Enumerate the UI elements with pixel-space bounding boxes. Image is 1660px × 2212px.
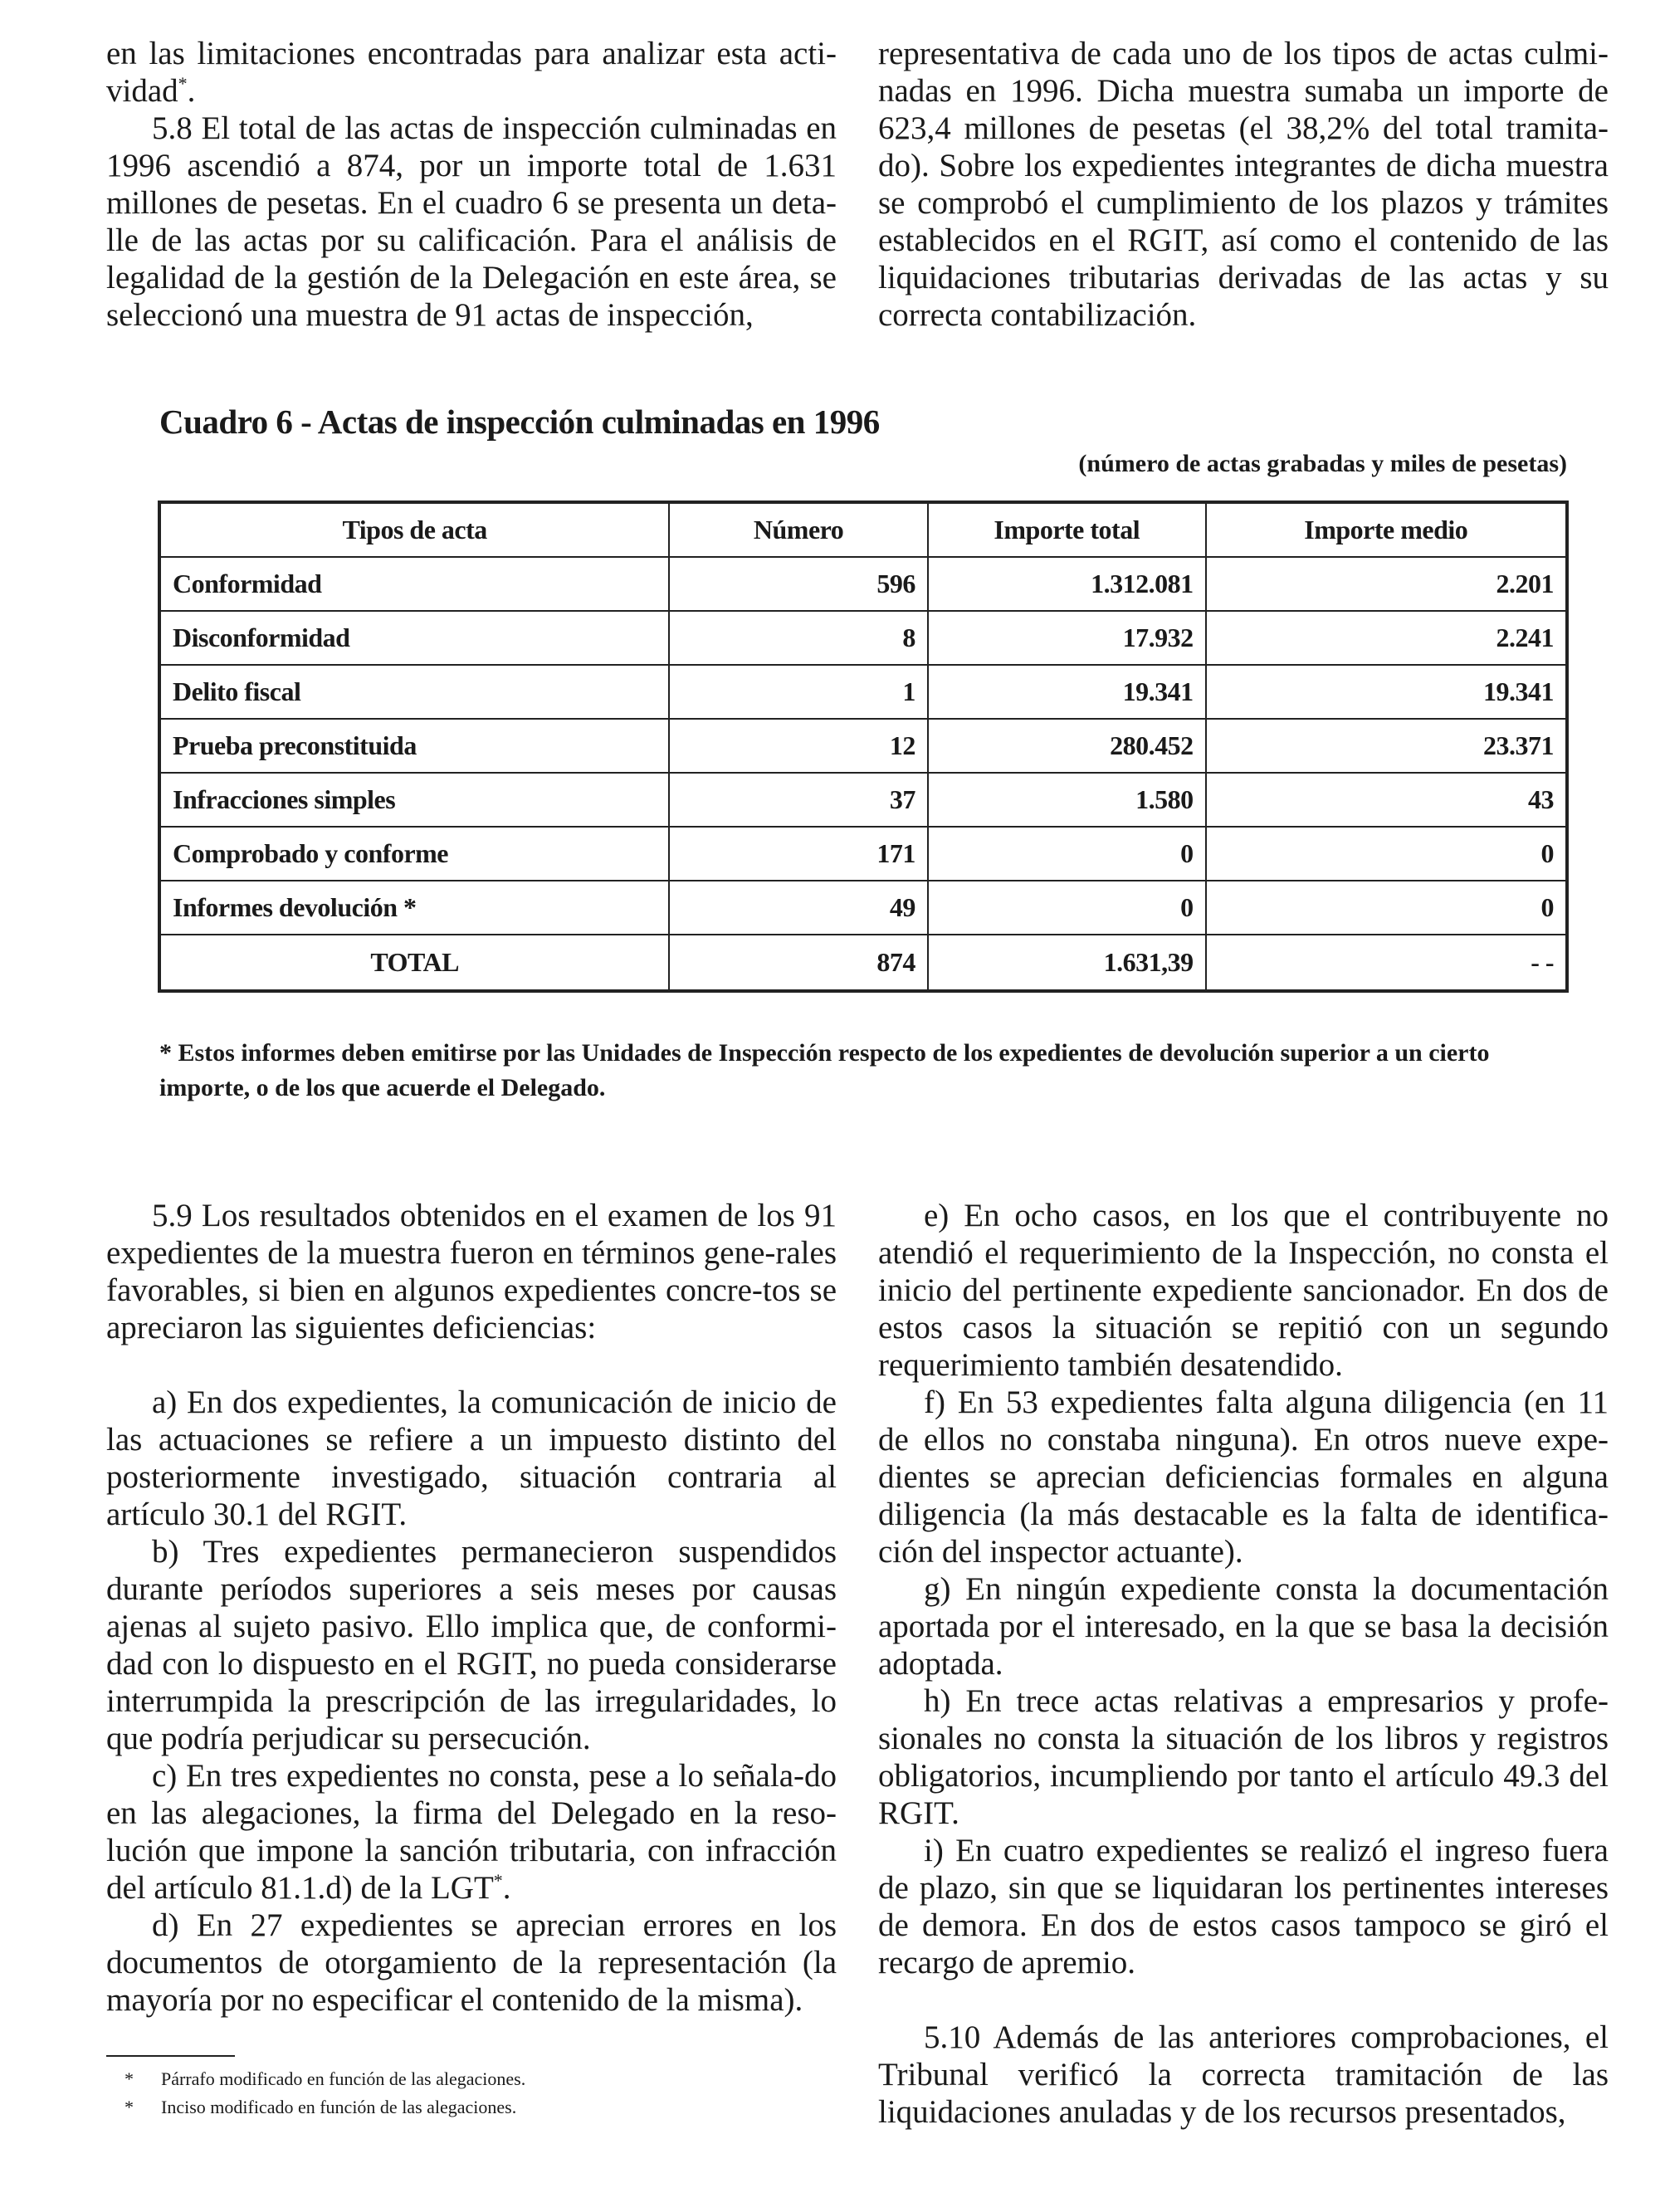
- table-row: [160, 827, 1566, 881]
- table-footnote: * Estos informes deben emitirse por las Unidades de Inspección respecto de los expedientes de devolución superior a un cierto importe, o de los que acuerde el Delegado.: [159, 1039, 1490, 1101]
- cell-tipo: Conformidad: [160, 557, 669, 611]
- cell-importe-medio: 0: [1206, 827, 1566, 881]
- item-e: e) En ocho casos, en los que el contribuyente no atendió el requerimiento de la Inspección, no consta el inicio del pertinente expediente sancionador. En dos de estos casos la situación se repitió con un segundo requerimiento también desatendido.: [878, 1198, 1609, 1383]
- cell-numero: 49: [669, 881, 928, 935]
- top-right-column: [878, 35, 1609, 334]
- cell-importe-medio: 2.241: [1206, 611, 1566, 665]
- cell-importe-total: 0: [928, 881, 1206, 935]
- item-d: d) En 27 expedientes se aprecian errores en los documentos de otorgamiento de la representación (la mayoría por no especificar el contenido de la misma).: [106, 1907, 837, 2018]
- footnote-divider: [106, 2055, 235, 2057]
- cell-numero: 37: [669, 773, 928, 827]
- cell-importe-medio: 0: [1206, 881, 1566, 935]
- cell-importe-total: 17.932: [928, 611, 1206, 665]
- footnotes: [124, 2065, 525, 2122]
- cell-importe-medio: 2.201: [1206, 557, 1566, 611]
- header-numero: Número: [669, 503, 928, 557]
- table-row: [160, 611, 1566, 665]
- actas-table: [159, 502, 1567, 991]
- item-b: b) Tres expedientes permanecieron suspendidos durante períodos superiores a seis meses por causas ajenas al sujeto pasivo. Ello implica que, de conformi-dad con lo dispuesto en el RGIT, no pueda considerarse interrumpida la prescripción de las irregularidades, lo que podría perjudicar su persecución.: [106, 1534, 837, 1756]
- cell-total-importe: 1.631,39: [928, 935, 1206, 990]
- table-row: [160, 719, 1566, 773]
- cell-numero: 8: [669, 611, 928, 665]
- cell-total-medio: - -: [1206, 935, 1566, 990]
- item-c: c) En tres expedientes no consta, pese a lo señala-do en las alegaciones, la firma del Delegado en la reso-lución que impone la sanción tributaria, con infracción del artículo 81.1.d) de la LGT*.: [106, 1758, 837, 1906]
- cell-importe-total: 1.580: [928, 773, 1206, 827]
- paragraph-5-8-continued: representativa de cada uno de los tipos de actas culmi-nadas en 1996. Dicha muestra sumaba un importe de 623,4 millones de pesetas (el 38,2% del total tramita-do). Sobre los expedientes integrantes de dicha muestra se comprobó el cumplimiento de los plazos y trámites establecidos en el RGIT, así como el contenido de las liquidaciones tributarias derivadas de las actas y su correcta contabilización.: [878, 36, 1609, 333]
- cell-importe-medio: 23.371: [1206, 719, 1566, 773]
- paragraph-continuation: en las limitaciones encontradas para analizar esta acti-vidad*.: [106, 36, 837, 109]
- cell-importe-total: 1.312.081: [928, 557, 1206, 611]
- footnote-marker: *: [178, 73, 188, 94]
- item-i: i) En cuatro expedientes se realizó el ingreso fuera de plazo, sin que se liquidaran los pertinentes intereses de demora. En dos de estos casos tampoco se giró el recargo de apremio.: [878, 1833, 1609, 1980]
- table-subtitle: (número de actas grabadas y miles de pesetas): [1078, 450, 1567, 477]
- table-row: [160, 881, 1566, 935]
- cell-importe-total: 19.341: [928, 665, 1206, 719]
- paragraph-5-8: 5.8 El total de las actas de inspección culminadas en 1996 ascendió a 874, por un importe total de 1.631 millones de pesetas. En el cuadro 6 se presenta un deta-lle de las actas por su calificación. Para el análisis de legalidad de la gestión de la Delegación en este área, se seleccionó una muestra de 91 actas de inspección,: [106, 110, 837, 333]
- cell-tipo: Disconformidad: [160, 611, 669, 665]
- paragraph-5-9: 5.9 Los resultados obtenidos en el examen de los 91 expedientes de la muestra fueron en términos gene-rales favorables, si bien en algunos expedientes concre-tos se apreciaron las siguientes deficiencias:: [106, 1198, 837, 1345]
- item-f: f) En 53 expedientes falta alguna diligencia (en 11 de ellos no constaba ninguna). En otros nueve expe-dientes se aprecian deficiencias formales en alguna diligencia (la más destacable es la falta de identifica-ción del inspector actuante).: [878, 1384, 1609, 1570]
- item-a: a) En dos expedientes, la comunicación de inicio de las actuaciones se refiere a un impuesto distinto del posteriormente investigado, situación contraria al artículo 30.1 del RGIT.: [106, 1384, 837, 1532]
- cell-total-label: TOTAL: [160, 935, 669, 990]
- cell-tipo: Infracciones simples: [160, 773, 669, 827]
- header-importe-medio: Importe medio: [1206, 503, 1566, 557]
- cell-tipo: Comprobado y conforme: [160, 827, 669, 881]
- bottom-left-column: [106, 1197, 837, 2019]
- cell-numero: 12: [669, 719, 928, 773]
- footnote-item: * Inciso modificado en función de las alegaciones.: [124, 2097, 517, 2117]
- footnote-marker: *: [493, 1870, 503, 1891]
- cell-tipo: Delito fiscal: [160, 665, 669, 719]
- cell-tipo: Informes devolución *: [160, 881, 669, 935]
- table-total-row: [160, 935, 1566, 990]
- item-g: g) En ningún expediente consta la documentación aportada por el interesado, en la que se basa la decisión adoptada.: [878, 1571, 1609, 1682]
- cell-importe-total: 0: [928, 827, 1206, 881]
- cell-numero: 1: [669, 665, 928, 719]
- bottom-right-column: [878, 1197, 1609, 2131]
- table-row: [160, 557, 1566, 611]
- table-title: Cuadro 6 - Actas de inspección culminadas en 1996: [159, 403, 880, 441]
- cell-numero: 171: [669, 827, 928, 881]
- cell-total-numero: 874: [669, 935, 928, 990]
- header-importe-total: Importe total: [928, 503, 1206, 557]
- footnote-item: * Párrafo modificado en función de las alegaciones.: [124, 2068, 526, 2089]
- paragraph-5-10: 5.10 Además de las anteriores comprobaciones, el Tribunal verificó la correcta tramitación de las liquidaciones anuladas y de los recursos presentados,: [878, 2019, 1609, 2130]
- item-h: h) En trece actas relativas a empresarios y profe-sionales no consta la situación de los libros y registros obligatorios, incumpliendo por tanto el artículo 49.3 del RGIT.: [878, 1683, 1609, 1831]
- cell-numero: 596: [669, 557, 928, 611]
- table-header-row: [160, 503, 1566, 557]
- top-left-column: [106, 35, 837, 334]
- header-tipos: Tipos de acta: [160, 503, 669, 557]
- table-row: [160, 665, 1566, 719]
- table-row: [160, 773, 1566, 827]
- cell-importe-medio: 19.341: [1206, 665, 1566, 719]
- cell-importe-medio: 43: [1206, 773, 1566, 827]
- cell-tipo: Prueba preconstituida: [160, 719, 669, 773]
- cell-importe-total: 280.452: [928, 719, 1206, 773]
